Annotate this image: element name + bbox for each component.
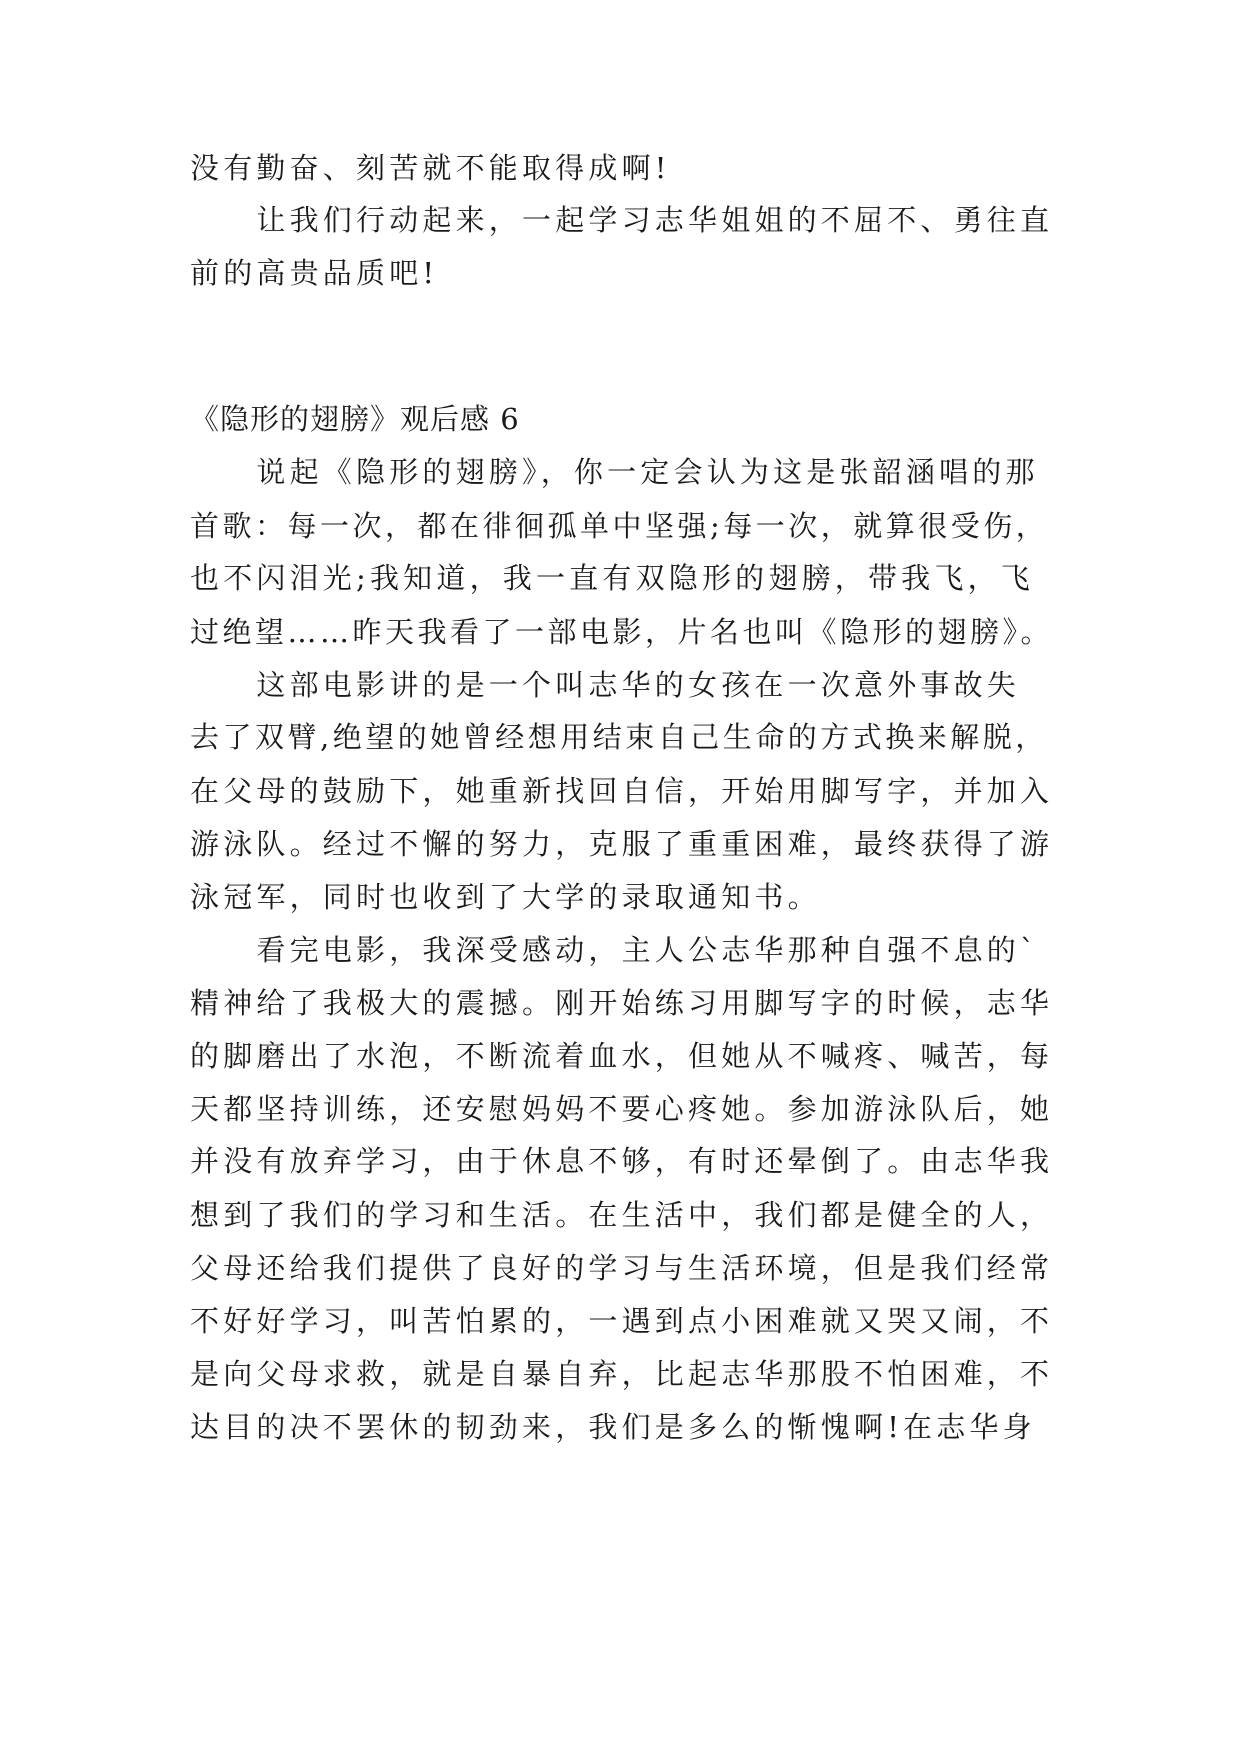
section-heading: 《隐形的翅膀》观后感 6 [190,402,520,436]
text-line-16: 的脚磨出了水泡，不断流着血水，但她从不喊疼、喊苦，每 [190,1039,1054,1073]
text-line-7: 也不闪泪光;我知道，我一直有双隐形的翅膀，带我飞，飞 [190,561,1034,595]
text-line-15: 精神给了我极大的震撼。刚开始练习用脚写字的时候，志华 [190,986,1054,1020]
text-line-8: 过绝望……昨天我看了一部电影，片名也叫《隐形的翅膀》。 [190,615,1054,649]
text-line-12: 游泳队。经过不懈的努力，克服了重重困难，最终获得了游 [190,827,1054,861]
text-line-17: 天都坚持训练，还安慰妈妈不要心疼她。参加游泳队后，她 [190,1092,1054,1126]
text-line-14: 看完电影，我深受感动，主人公志华那种自强不息的` [190,933,1039,967]
text-line-6: 首歌：每一次，都在徘徊孤单中坚强;每一次，就算很受伤， [190,509,1049,543]
text-line-23: 达目的决不罢休的韧劲来，我们是多么的惭愧啊!在志华身 [190,1410,1036,1444]
text-line-20: 父母还给我们提供了良好的学习与生活环境，但是我们经常 [190,1251,1054,1285]
text-line-11: 在父母的鼓励下，她重新找回自信，开始用脚写字，并加入 [190,774,1054,808]
text-line-10: 去了双臂,绝望的她曾经想用结束自己生命的方式换来解脱， [190,720,1048,754]
text-line-13: 泳冠军，同时也收到了大学的录取通知书。 [190,880,821,914]
text-line-5: 说起《隐形的翅膀》，你一定会认为这是张韶涵唱的那 [190,455,1039,489]
text-line-22: 是向父母求救，就是自暴自弃，比起志华那股不怕困难，不 [190,1357,1054,1391]
text-line-21: 不好好学习，叫苦怕累的，一遇到点小困难就又哭又闹，不 [190,1304,1054,1338]
text-line-3: 前的高贵品质吧! [190,256,439,290]
text-line-18: 并没有放弃学习，由于休息不够，有时还晕倒了。由志华我 [190,1144,1054,1178]
text-line-1: 没有勤奋、刻苦就不能取得成啊! [190,151,671,185]
text-line-2: 让我们行动起来，一起学习志华姐姐的不屈不、勇往直 [190,203,1054,237]
text-line-19: 想到了我们的学习和生活。在生活中，我们都是健全的人， [190,1198,1054,1232]
text-line-9: 这部电影讲的是一个叫志华的女孩在一次意外事故失 [190,668,1021,702]
